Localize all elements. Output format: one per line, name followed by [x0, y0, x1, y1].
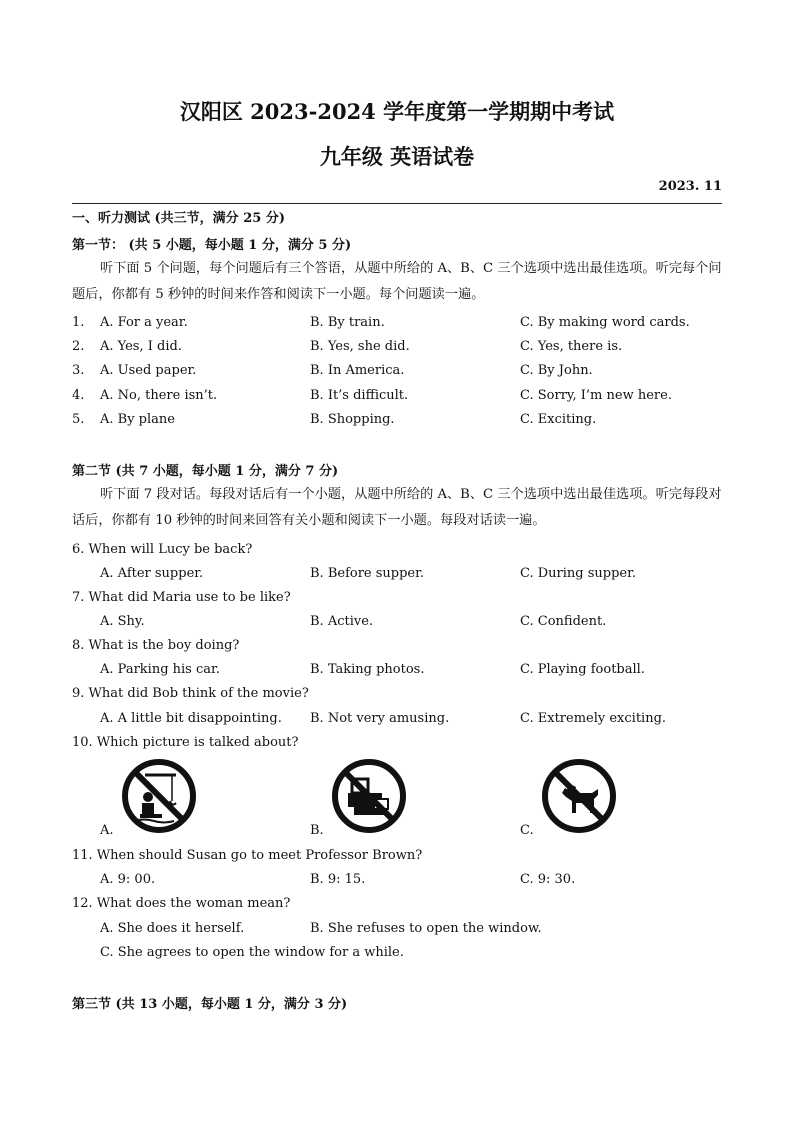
- option-b: B. Shopping.: [310, 412, 395, 427]
- item-number: 2.: [72, 339, 85, 354]
- option-b: B. By train.: [310, 315, 385, 330]
- section1-heading: 第一节： (共 5 小题，每小题 1 分，满分 5 分): [72, 238, 352, 253]
- option-c: C. 9: 30.: [520, 872, 576, 887]
- option-c: C.: [520, 823, 534, 838]
- option-c: C. Extremely exciting.: [520, 711, 667, 726]
- no-dogs-sign-icon: [540, 757, 618, 835]
- item-number: 5.: [72, 412, 85, 427]
- question-6: 6. When will Lucy be back?: [72, 542, 253, 557]
- option-a: A. She does it herself.: [100, 921, 245, 936]
- option-c: C. By making word cards.: [520, 315, 690, 330]
- exam-title: 汉阳区 2023-2024 学年度第一学期期中考试: [179, 99, 615, 124]
- no-construction-machine-sign-icon: [330, 757, 408, 835]
- option-b: B.: [310, 823, 324, 838]
- section2-heading: 第二节 (共 7 小题，每小题 1 分，满分 7 分): [72, 464, 339, 479]
- option-b: B. Active.: [310, 614, 374, 629]
- option-c: C. Exciting.: [520, 412, 597, 427]
- option-c: C. Playing football.: [520, 662, 645, 677]
- option-c: C. Sorry, I’m new here.: [520, 388, 672, 403]
- question-11: 11. When should Susan go to meet Professor Brown?: [72, 848, 423, 863]
- option-c: C. Yes, there is.: [520, 339, 623, 354]
- no-fishing-sign-icon: [120, 757, 198, 835]
- option-a: A. 9: 00.: [100, 872, 156, 887]
- option-a: A. After supper.: [100, 566, 204, 581]
- option-a: A. Yes, I did.: [100, 339, 182, 354]
- question-12: 12. What does the woman mean?: [72, 896, 291, 911]
- option-c: C. During supper.: [520, 566, 637, 581]
- question-8: 8. What is the boy doing?: [72, 638, 240, 653]
- option-b: B. Yes, she did.: [310, 339, 410, 354]
- option-c: C. Confident.: [520, 614, 607, 629]
- question-7: 7. What did Maria use to be like?: [72, 590, 291, 605]
- part1-heading: 一、听力测试 (共三节，满分 25 分): [72, 211, 285, 226]
- header-divider: [72, 203, 722, 204]
- option-a: A. For a year.: [100, 315, 188, 330]
- item-number: 3.: [72, 363, 85, 378]
- item-number: 1.: [72, 315, 85, 330]
- option-b: B. 9: 15.: [310, 872, 366, 887]
- option-b: B. In America.: [310, 363, 405, 378]
- item-number: 4.: [72, 388, 85, 403]
- option-a: A. Parking his car.: [100, 662, 220, 677]
- option-a: A. Used paper.: [100, 363, 197, 378]
- option-c: C. She agrees to open the window for a while.: [100, 945, 404, 960]
- option-a: A. By plane: [100, 412, 175, 427]
- option-c: C. By John.: [520, 363, 593, 378]
- exam-subtitle: 九年级 英语试卷: [319, 144, 475, 169]
- option-a: A. A little bit disappointing.: [100, 711, 282, 726]
- section1-instruction: 听下面 5 个问题，每个问题后有三个答语，从题中所给的 A、B、C 三个选项中选出最佳选项。听完每个问题后，你都有 5 秒钟的时间来作答和阅读下一小题。每个问题读一遍。: [72, 261, 722, 302]
- option-b: B. Before supper.: [310, 566, 425, 581]
- section2-instruction: 听下面 7 段对话。每段对话后有一个小题，从题中所给的 A、B、C 三个选项中选出最佳选项。听完每段对话后，你都有 10 秒钟的时间来回答有关小题和阅读下一小题。每段对话读一遍。: [72, 487, 722, 528]
- question-9: 9. What did Bob think of the movie?: [72, 686, 309, 701]
- option-b: B. It’s difficult.: [310, 388, 409, 403]
- question-10: 10. Which picture is talked about?: [72, 735, 299, 750]
- option-b: B. She refuses to open the window.: [310, 921, 542, 936]
- option-b: B. Taking photos.: [310, 662, 425, 677]
- section3-heading: 第三节 (共 13 小题，每小题 1 分，满分 3 分): [72, 997, 348, 1012]
- exam-date: 2023. 11: [658, 179, 722, 194]
- option-a: A. Shy.: [100, 614, 145, 629]
- option-a: A.: [100, 823, 114, 838]
- option-b: B. Not very amusing.: [310, 711, 450, 726]
- option-a: A. No, there isn’t.: [100, 388, 218, 403]
